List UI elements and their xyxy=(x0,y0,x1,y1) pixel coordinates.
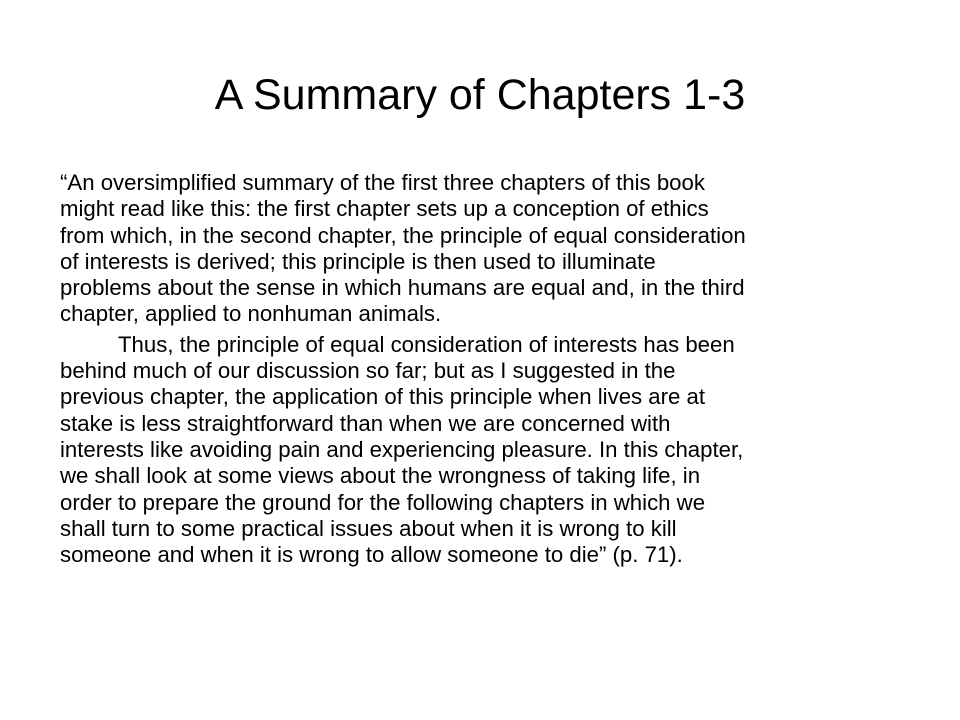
paragraph-line: interests like avoiding pain and experiencing pleasure. In this chapter, xyxy=(60,436,744,462)
paragraph-line: chapter, applied to nonhuman animals. xyxy=(60,301,442,327)
paragraph-line: “An oversimplified summary of the first three chapters of this book xyxy=(60,170,705,195)
paragraph-line: might read like this: the first chapter sets up a conception of ethics xyxy=(60,196,709,222)
paragraph-line: of interests is derived; this principle is then used to illuminate xyxy=(60,248,656,274)
paragraph-line: order to prepare the ground for the following chapters in which we xyxy=(60,489,706,515)
slide-title: A Summary of Chapters 1-3 xyxy=(214,71,746,119)
paragraph-line: problems about the sense in which humans are equal and, in the third xyxy=(60,275,745,301)
paragraph-line: previous chapter, the application of this principle when lives are at xyxy=(60,384,706,410)
paragraph-line: someone and when it is wrong to allow someone to die” (p. 71). xyxy=(60,542,683,568)
paragraph-line: stake is less straightforward than when we are concerned with xyxy=(60,410,671,436)
quote-paragraph-1 xyxy=(60,170,910,328)
paragraph-line: behind much of our discussion so far; but as I suggested in the xyxy=(60,358,676,384)
quote-paragraph-2 xyxy=(60,332,910,569)
paragraph-line: Thus, the principle of equal consideration of interests has been xyxy=(118,331,735,357)
paragraph-line: shall turn to some practical issues about when it is wrong to kill xyxy=(60,515,677,541)
slide-body xyxy=(60,170,910,568)
paragraph-line: we shall look at some views about the wrongness of taking life, in xyxy=(60,463,701,489)
paragraph-line: from which, in the second chapter, the principle of equal consideration xyxy=(60,222,746,248)
